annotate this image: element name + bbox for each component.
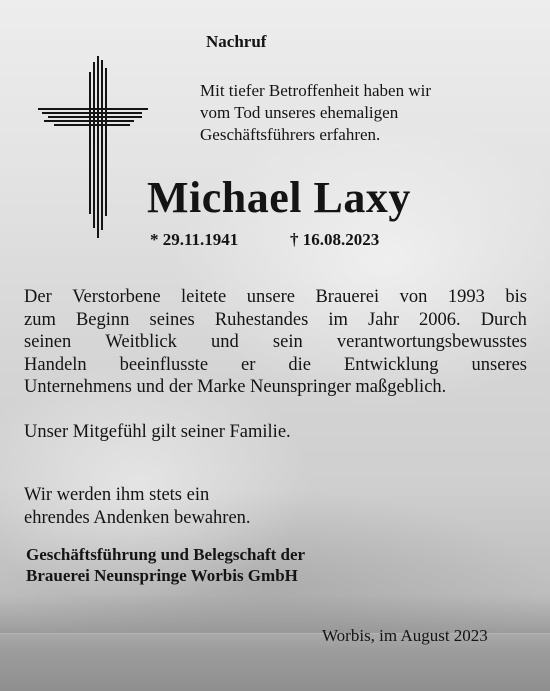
memory-text xyxy=(24,484,251,530)
body-line xyxy=(24,309,527,332)
word: von xyxy=(399,287,428,307)
word: beeinflusste xyxy=(119,354,209,375)
word: leitete xyxy=(181,287,227,307)
body-line xyxy=(24,354,527,377)
word: Brauerei xyxy=(315,287,380,307)
word: seines xyxy=(149,309,195,330)
word: Jahr xyxy=(368,309,399,330)
word: seinen xyxy=(24,332,72,352)
word: Weitblick xyxy=(105,332,177,352)
word: 1993 xyxy=(447,287,485,307)
word: Durch xyxy=(480,309,527,330)
body-paragraph xyxy=(24,286,527,399)
death-date: † 16.08.2023 xyxy=(290,230,380,249)
word: unseres xyxy=(471,354,527,375)
deceased-name: Michael Laxy xyxy=(147,173,411,222)
memory-line: Wir werden ihm stets ein xyxy=(24,485,210,505)
cross-icon xyxy=(38,56,148,238)
word: und xyxy=(211,332,239,352)
signature-line: Brauerei Neunspringe Worbis GmbH xyxy=(26,566,298,585)
body-line xyxy=(24,286,527,309)
intro-text xyxy=(200,80,431,146)
word: Handeln xyxy=(24,354,87,375)
intro-line: vom Tod unseres ehemaligen xyxy=(200,103,399,122)
word: Ruhestandes xyxy=(214,309,309,330)
word: Verstorbene xyxy=(72,287,161,307)
word: die xyxy=(288,354,311,375)
sympathy-text: Unser Mitgefühl gilt seiner Familie. xyxy=(24,422,291,442)
intro-line: Geschäftsführers erfahren. xyxy=(200,125,381,144)
memory-line: ehrendes Andenken bewahren. xyxy=(24,508,251,528)
word: 2006. xyxy=(418,309,461,330)
word: unsere xyxy=(246,287,295,307)
word: Beginn xyxy=(75,309,130,330)
body-line: Unternehmens und der Marke Neunspringer maßgeblich. xyxy=(24,377,447,397)
word: im xyxy=(328,309,348,330)
word: bis xyxy=(505,287,527,307)
birth-date: * 29.11.1941 xyxy=(150,230,239,249)
body-line xyxy=(24,331,527,354)
notice-heading: Nachruf xyxy=(206,32,267,51)
intro-line: Mit tiefer Betroffenheit haben wir xyxy=(200,81,431,100)
word: zum xyxy=(24,309,56,330)
word: verantwortungsbewusstes xyxy=(336,332,527,352)
signature-line: Geschäftsführung und Belegschaft der xyxy=(26,545,306,564)
signature xyxy=(26,544,305,586)
word: Entwicklung xyxy=(343,354,439,375)
word: sein xyxy=(272,332,303,352)
word: Der xyxy=(24,287,52,307)
place-date: Worbis, im August 2023 xyxy=(322,626,488,645)
word: er xyxy=(241,354,256,375)
